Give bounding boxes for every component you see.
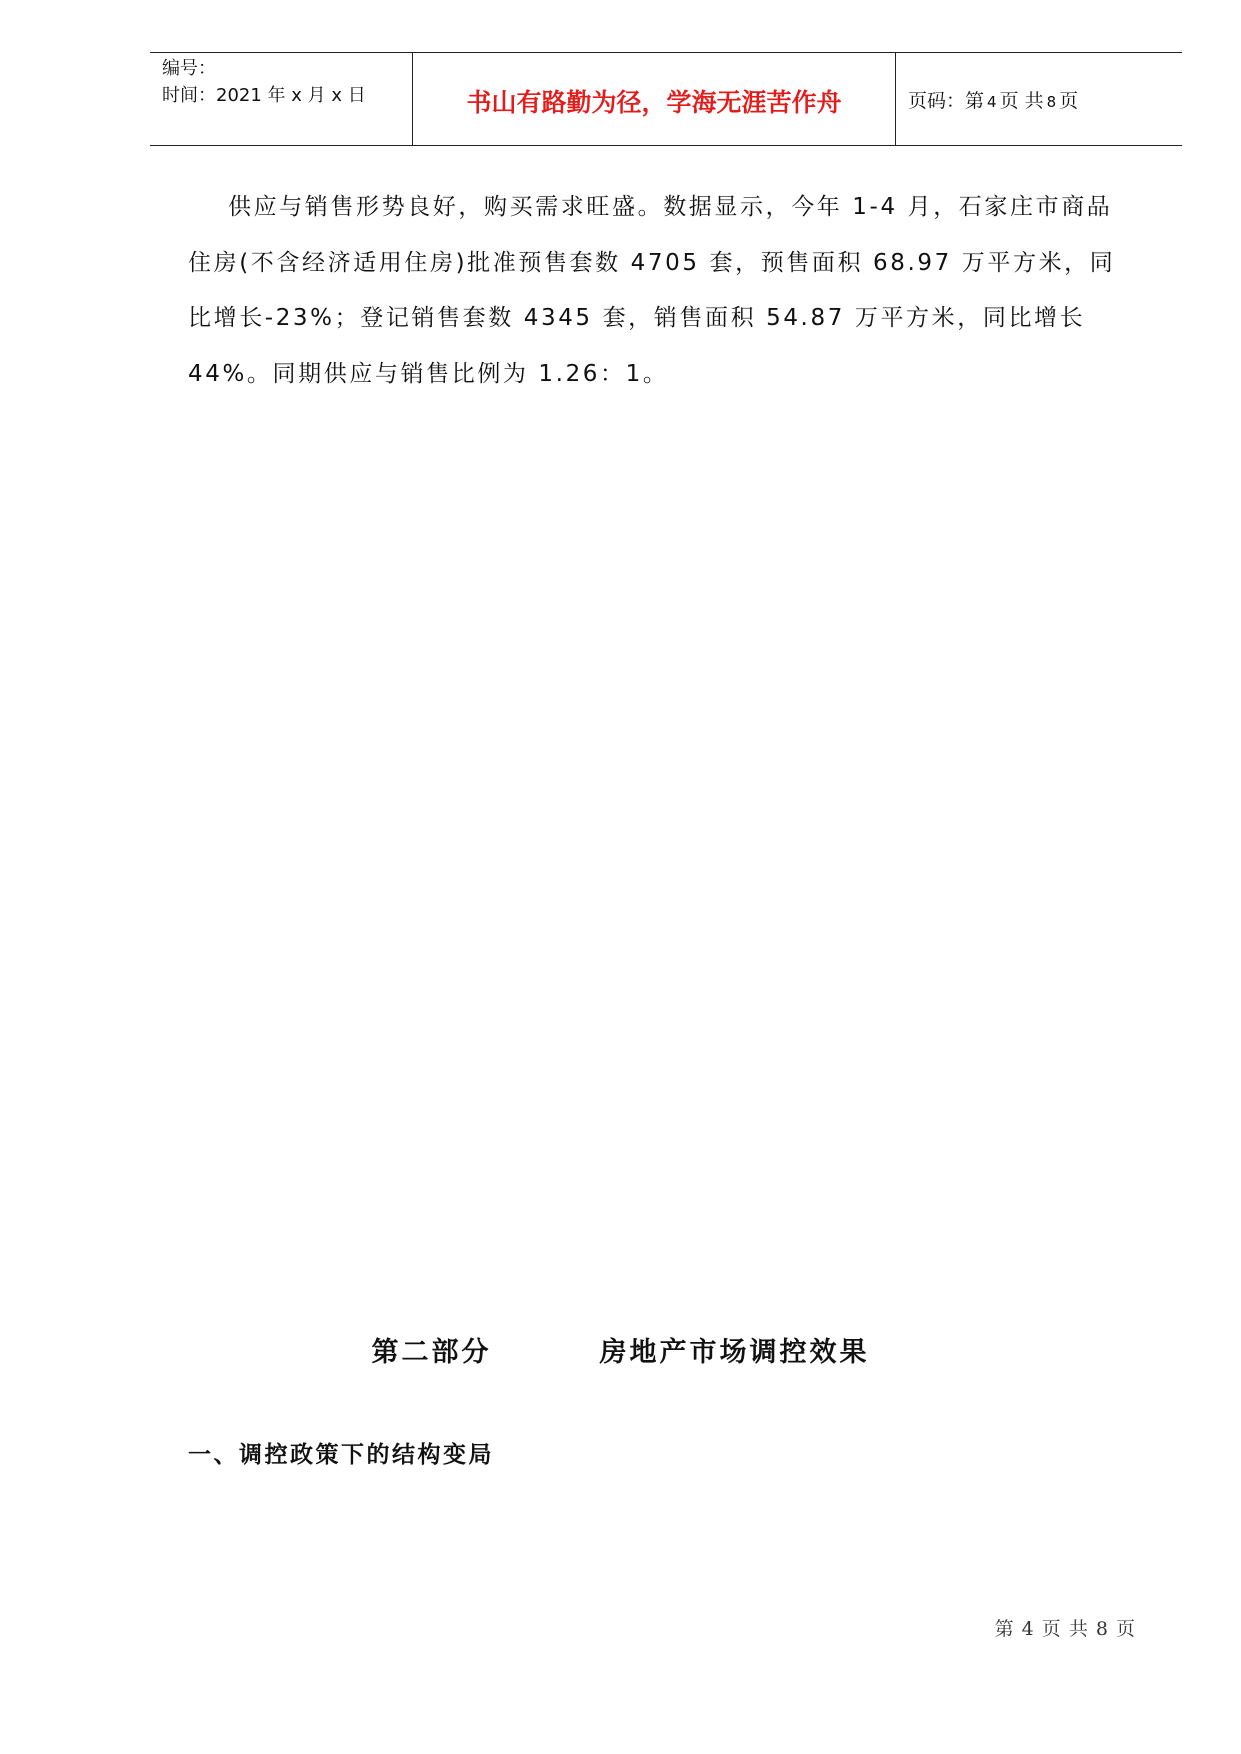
part-heading [0,1330,1241,1369]
document-number-label: 编号： [162,58,216,79]
header-meta-cell [150,53,412,145]
document-time-label: 时间：2021 年 x 月 x 日 [162,85,366,106]
page-code-prefix: 页码：第 [908,90,985,112]
header-page-cell [896,53,1182,145]
page-header [150,52,1182,146]
header-motto: 书山有路勤为径，学海无涯苦作舟 [466,88,842,117]
body-paragraph: 供应与销售形势良好，购买需求旺盛。数据显示，今年 1-4 月，石家庄市商品住房(不含经济适用住房)批准预售套数 4705 套，预售面积 68.97 万平方米，同比增长-23%；登记销售套数 4345 套，销售面积 54.87 万平方米，同比增长 44%。同期供应与销售比例为 1.26：1。 [188,194,1116,387]
page-footer: 第 4 页 共 8 页 [994,1618,1136,1640]
part-title: 房地产市场调控效果 [599,1337,870,1368]
header-page-code [908,86,1078,113]
part-label: 第二部分 [371,1337,492,1368]
body-paragraph-block [188,180,1133,402]
page-code-current: 4 [987,93,997,111]
header-motto-cell [412,53,896,145]
section-subheading: 一、调控政策下的结构变局 [188,1442,494,1468]
page-code-mid: 页 共 [999,90,1044,112]
page-code-total: 8 [1046,93,1057,111]
page-code-suffix: 页 [1059,90,1079,112]
